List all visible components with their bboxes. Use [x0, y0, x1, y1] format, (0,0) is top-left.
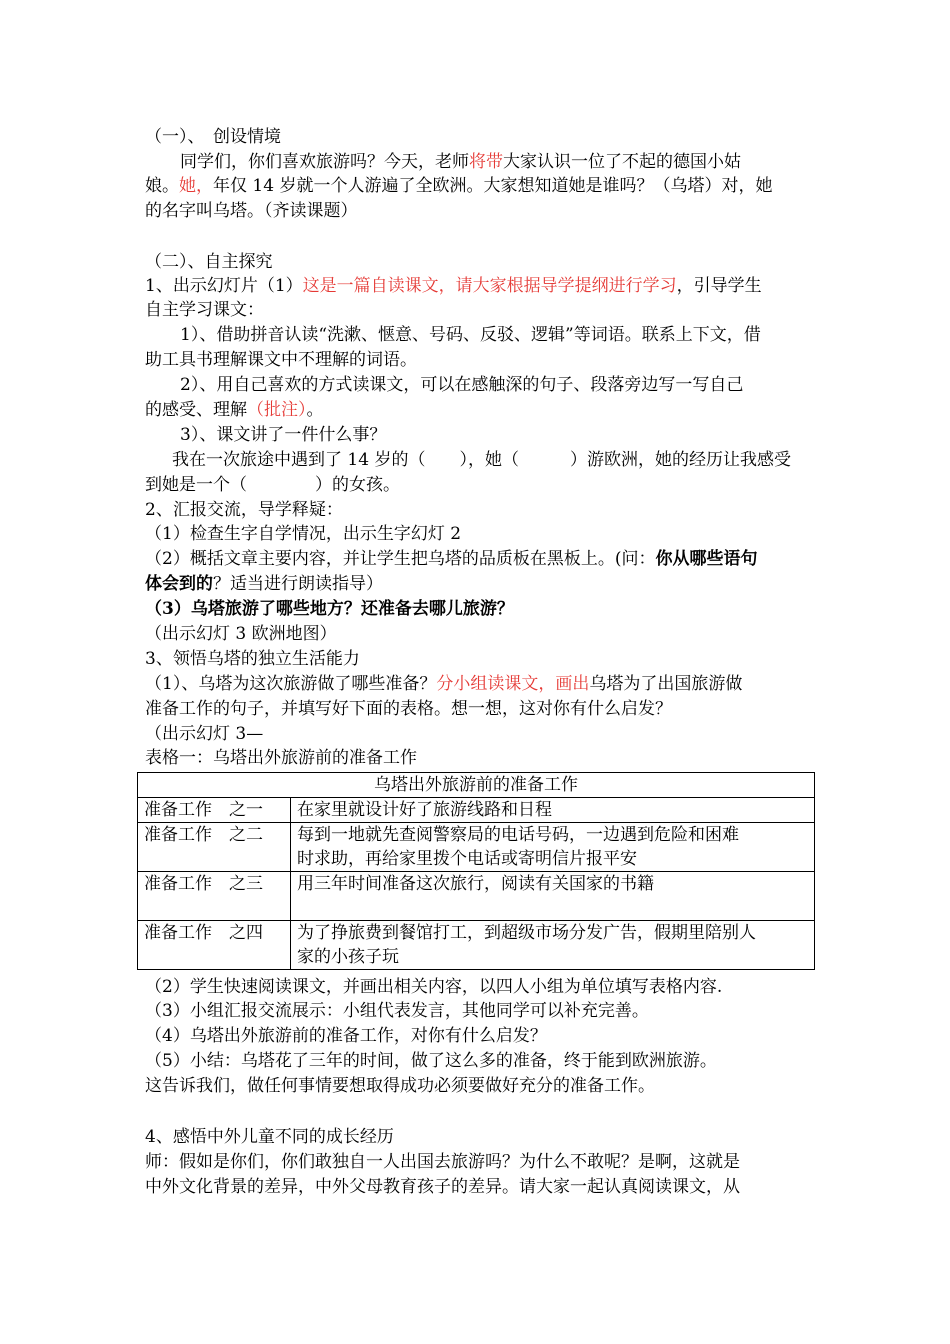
- paragraph-line: （2）概括文章主要内容，并让学生把乌塔的品质板在黑板上。(问：你从哪些语句: [145, 549, 758, 569]
- paragraph-line: 的感受、理解（批注）。: [145, 400, 324, 420]
- highlight-text: 分小组读课文，画出: [436, 674, 590, 694]
- subsection-heading: 3、领悟乌塔的独立生活能力: [145, 649, 360, 669]
- paragraph-line: 同学们，你们喜欢旅游吗？今天，老师将带大家认识一位了不起的德国小姑: [180, 152, 741, 172]
- paragraph-line: （5）小结：乌塔花了三年的时间，做了这么多的准备，终于能到欧洲旅游。: [145, 1051, 717, 1071]
- paragraph-line: 1、出示幻灯片（1）这是一篇自读课文，请大家根据导学提纲进行学习，引导学生: [145, 276, 762, 296]
- paragraph-line: 2）、用自己喜欢的方式读课文，可以在感触深的句子、段落旁边写一写自己: [180, 375, 744, 395]
- table-caption: 表格一：乌塔出外旅游前的准备工作: [145, 748, 417, 768]
- table-cell-content: 为了挣旅费到餐馆打工，到超级市场分发广告，假期里陪别人 家的小孩子玩: [291, 921, 815, 970]
- paragraph-line: 娘。她，年仅 14 岁就一个人游遍了全欧洲。大家想知道她是谁吗？（乌塔）对，她: [145, 176, 773, 196]
- paragraph-line: 准备工作的句子，并填写好下面的表格。想一想，这对你有什么启发？: [145, 699, 672, 719]
- paragraph-line: （1）、乌塔为这次旅游做了哪些准备？分小组读课文，画出乌塔为了出国旅游做: [145, 674, 743, 694]
- highlight-text: 将带: [469, 152, 503, 172]
- paragraph-line: 1）、借助拼音认读“洗漱、惬意、号码、反驳、逻辑”等词语。联系上下文，借: [180, 325, 761, 345]
- paragraph-line: 中外文化背景的差异，中外父母教育孩子的差异。请大家一起认真阅读课文，从: [145, 1177, 740, 1197]
- paragraph-line: 我在一次旅途中遇到了 14 岁的（ ），她（ ）游欧洲，她的经历让我感受: [172, 450, 791, 470]
- paragraph-line: （出示幻灯 3 欧洲地图）: [145, 624, 337, 644]
- paragraph-line: 的名字叫乌塔。（齐读课题）: [145, 201, 358, 221]
- table-cell-label: 准备工作 之三: [138, 872, 291, 921]
- table-cell-label: 准备工作 之一: [138, 798, 291, 823]
- paragraph-line: （1）检查生字自学情况，出示生字幻灯 2: [145, 524, 462, 544]
- table-cell-content: 每到一地就先查阅警察局的电话号码，一边遇到危险和困难 时求助，再给家里拨个电话或寄明信片报平安: [291, 823, 815, 872]
- section-heading-2: （二）、自主探究: [145, 252, 273, 272]
- subsection-heading: 4、感悟中外儿童不同的成长经历: [145, 1127, 394, 1147]
- paragraph-line: （出示幻灯 3—: [145, 724, 264, 744]
- preparation-table: [137, 772, 815, 970]
- paragraph-line: 到她是一个（ ）的女孩。: [145, 475, 400, 495]
- paragraph-line: 体会到的？适当进行朗读指导）: [145, 574, 383, 594]
- highlight-text: 她，: [179, 176, 213, 196]
- bold-text: 体会到的: [145, 574, 213, 594]
- subsection-heading: 2、汇报交流，导学释疑：: [145, 500, 343, 520]
- table-row: [138, 872, 815, 921]
- bold-text: 你从哪些语句: [655, 549, 758, 569]
- paragraph-line: （2）学生快速阅读课文，并画出相关内容，以四人小组为单位填写表格内容.: [145, 977, 723, 997]
- paragraph-line: 这告诉我们，做任何事情要想取得成功必须要做好充分的准备工作。: [145, 1076, 655, 1096]
- section-heading-1: （一）、 创设情境: [145, 127, 281, 147]
- paragraph-line: （3）小组汇报交流展示：小组代表发言，其他同学可以补充完善。: [145, 1001, 649, 1021]
- paragraph-line: （4）乌塔出外旅游前的准备工作，对你有什么启发？: [145, 1026, 547, 1046]
- paragraph-line: 自主学习课文：: [145, 300, 264, 320]
- paragraph-line: 师：假如是你们，你们敢独自一人出国去旅游吗？为什么不敢呢？是啊，这就是: [145, 1152, 740, 1172]
- highlight-text: 这是一篇自读课文，请大家根据导学提纲进行学习: [302, 276, 677, 296]
- paragraph-line: （3）乌塔旅游了哪些地方？还准备去哪儿旅游？: [145, 599, 514, 619]
- table-row: [138, 798, 815, 823]
- table-cell-label: 准备工作 之四: [138, 921, 291, 970]
- table-header-row: [138, 773, 815, 798]
- table-cell-content: 在家里就设计好了旅游线路和日程: [291, 798, 815, 823]
- table-title: 乌塔出外旅游前的准备工作: [138, 773, 815, 798]
- table-row: [138, 823, 815, 872]
- table-cell-content: 用三年时间准备这次旅行，阅读有关国家的书籍: [291, 872, 815, 921]
- highlight-text: （批注）: [247, 400, 307, 420]
- table-cell-label: 准备工作 之二: [138, 823, 291, 872]
- paragraph-line: 助工具书理解课文中不理解的词语。: [145, 350, 417, 370]
- paragraph-line: 3）、课文讲了一件什么事？: [180, 425, 387, 445]
- table-row: [138, 921, 815, 970]
